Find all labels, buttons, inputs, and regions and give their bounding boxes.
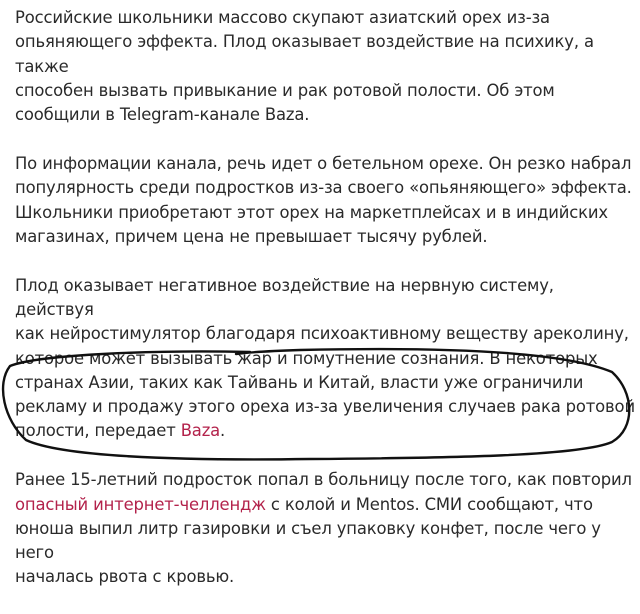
text-line: странах Азии, таких как Тайвань и Китай, власти уже ограничили [15, 372, 584, 392]
text-line: Российские школьники массово скупают азиатский орех из-за [15, 8, 550, 27]
text-line: Плод оказывает негативное воздействие на нервную систему, действуя [15, 275, 554, 319]
dangerous-challenge-link[interactable]: опасный интернет-челлендж [15, 494, 266, 514]
text-line: с колой и Mentos. СМИ сообщают, что [265, 494, 593, 514]
text-line: началась рвота с кровью. [15, 567, 235, 587]
paragraph-1 [15, 6, 637, 127]
text-line: полости, передает [15, 421, 181, 441]
paragraph-4 [15, 468, 637, 589]
text-line: юноша выпил литр газировки и съел упаковку конфет, после чего у него [15, 518, 601, 563]
text-line: Ранее 15-летний подросток попал в больницу после того, как повторил [15, 470, 632, 490]
text-line: рекламу и продажу этого ореха из-за увеличения случаев рака ротовой [15, 397, 635, 417]
text-line: опьяняющего эффекта. Плод оказывает воздействие на психику, а также [15, 32, 594, 76]
paragraph-2 [15, 152, 637, 249]
paragraph-3 [15, 274, 637, 444]
text-line: способен вызвать привыкание и рак ротовой полости. Об этом [15, 80, 555, 100]
text-line: По информации канала, речь идет о бетельном орехе. Он резко набрал [15, 153, 632, 173]
text-line: как нейростимулятор благодаря психоактивному веществу ареколину, [15, 324, 629, 344]
text-line: сообщили в Telegram-канале Baza. [15, 105, 310, 125]
article-body [15, 6, 637, 614]
text-line: популярность среди подростков из-за своего «опьяняющего» эффекта. [15, 178, 632, 198]
text-line: Школьники приобретают этот орех на маркетплейсах и в индийских [15, 202, 608, 222]
text-line: которое может вызывать жар и помутнение сознания. В некоторых [15, 348, 598, 368]
text-line: магазинах, причем цена не превышает тысячу рублей. [15, 226, 488, 246]
baza-source-link[interactable]: Baza [180, 421, 221, 441]
text-punctuation: . [220, 421, 226, 441]
